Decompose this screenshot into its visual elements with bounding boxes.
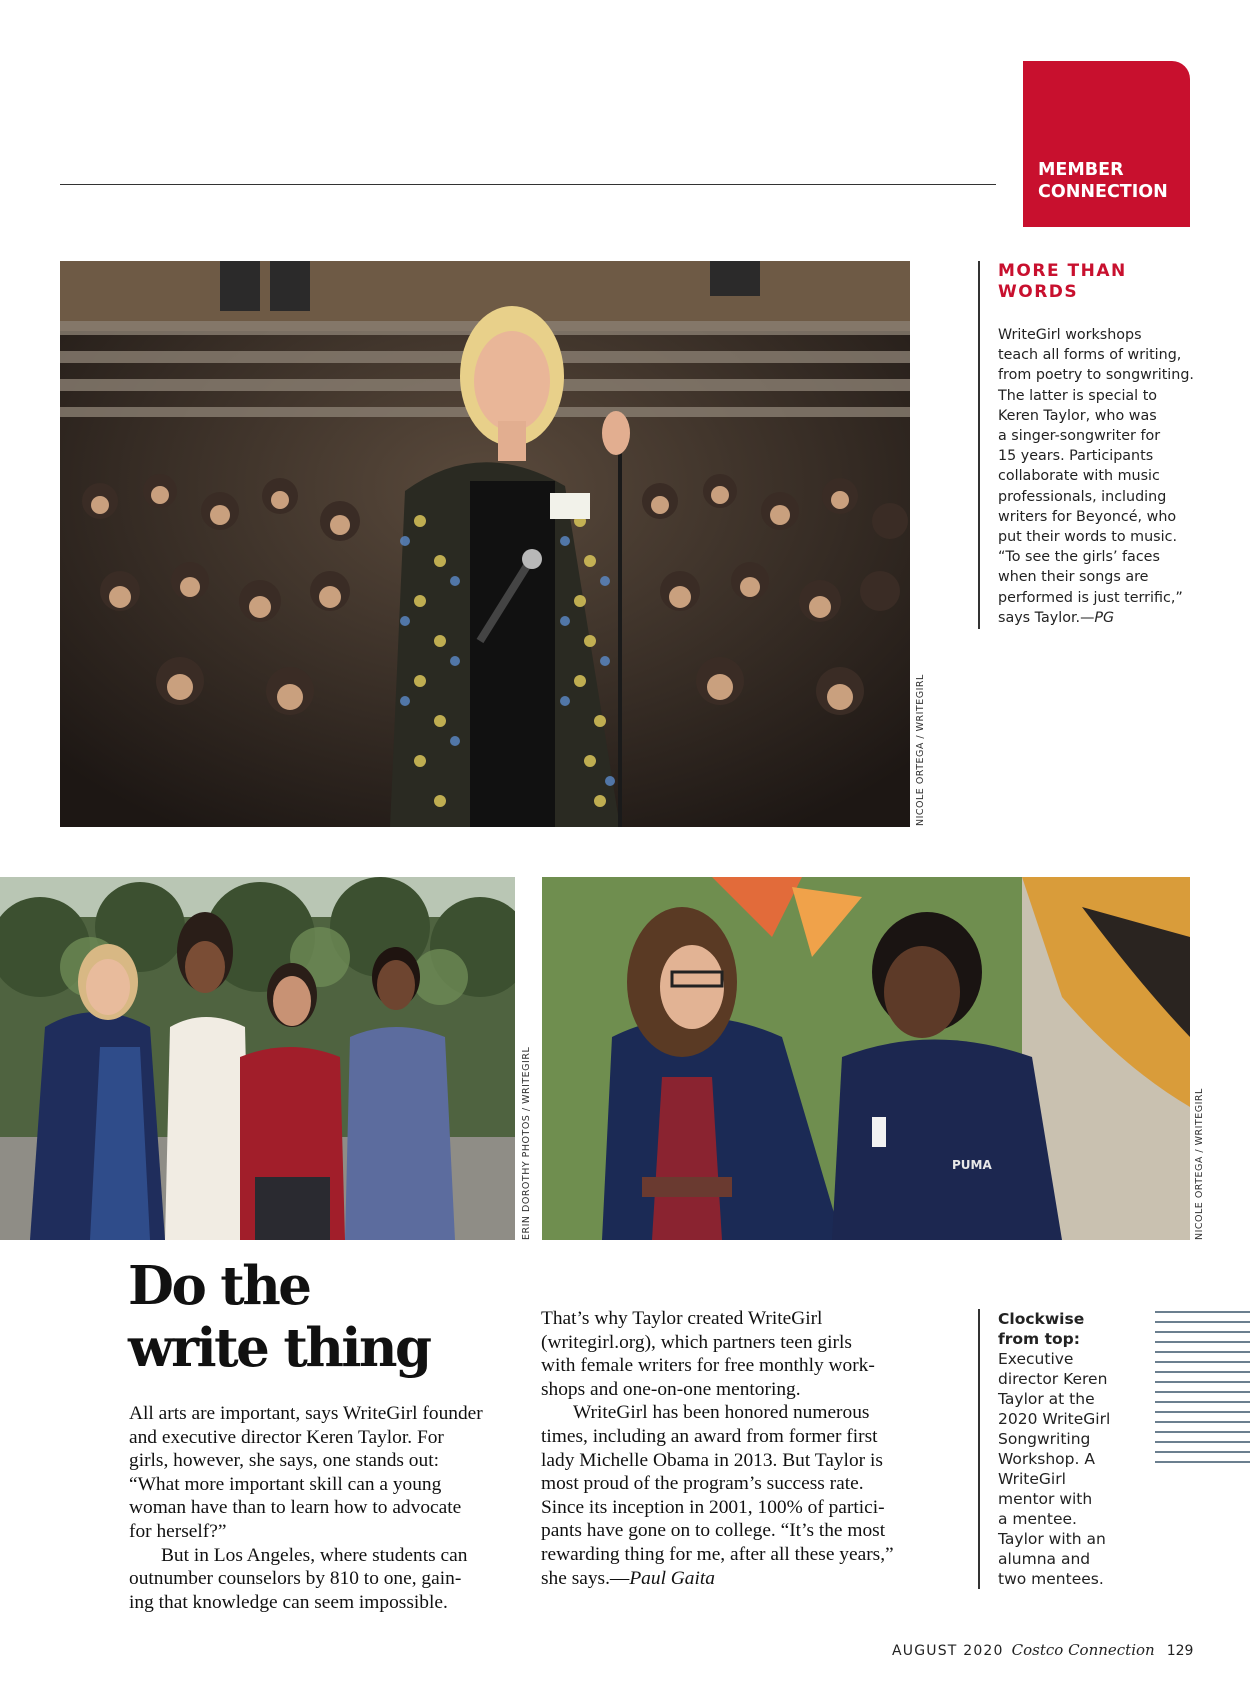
decorative-stripes — [1155, 1311, 1250, 1465]
body-last-line: she says.— — [541, 1567, 630, 1589]
photo-mentor-with-mentee — [542, 877, 1190, 1240]
page-footer — [892, 1640, 1193, 1659]
body-line: and executive director Keren Taylor. For — [129, 1426, 444, 1448]
body-line: outnumber counselors by 810 to one, gain- — [129, 1568, 462, 1590]
caption-line: Executive — [998, 1350, 1074, 1368]
header-rule — [60, 184, 996, 185]
sidebar-line: from poetry to songwriting. — [998, 367, 1194, 384]
caption-line: mentor with — [998, 1490, 1093, 1508]
caption-line: Taylor with an — [998, 1530, 1106, 1548]
section-tab-line: CONNECTION — [1038, 182, 1168, 202]
caption-line: Taylor at the — [998, 1390, 1095, 1408]
sidebar-line: WriteGirl workshops — [998, 327, 1142, 343]
photo-caption — [978, 1309, 1148, 1589]
sidebar-line: “To see the girls’ faces — [998, 549, 1160, 566]
photo-workshop-auditorium — [60, 261, 910, 827]
sidebar-line: performed is just terrific,” — [998, 589, 1183, 606]
section-tab — [1023, 61, 1190, 227]
body-line: That’s why Taylor created WriteGirl — [541, 1308, 823, 1329]
sidebar-title-line: MORE THAN — [998, 261, 1127, 281]
sidebar-line: a singer-songwriter for — [998, 428, 1161, 445]
headline-line: write thing — [128, 1317, 430, 1379]
caption-line: alumna and — [998, 1550, 1091, 1568]
body-line: Since its inception in 2001, 100% of partici- — [541, 1496, 885, 1518]
caption-line: 2020 WriteGirl — [998, 1410, 1111, 1428]
sidebar-line: teach all forms of writing, — [998, 347, 1182, 364]
article-headline — [128, 1255, 430, 1379]
body-line: for herself?” — [129, 1520, 227, 1542]
sidebar-title-line: WORDS — [998, 282, 1079, 302]
caption-line: a mentee. — [998, 1510, 1077, 1528]
caption-line: Songwriting — [998, 1430, 1091, 1448]
photo-credit: NICOLE ORTEGA / WRITEGIRL — [1194, 1088, 1205, 1240]
body-line: rewarding thing for me, after all these years,” — [541, 1543, 894, 1565]
caption-line: Workshop. A — [998, 1450, 1095, 1468]
photo-credit: ERIN DOROTHY PHOTOS / WRITEGIRL — [521, 1046, 532, 1240]
sidebar-signoff: PG — [1094, 609, 1115, 626]
body-line: lady Michelle Obama in 2013. But Taylor is — [541, 1449, 883, 1471]
sidebar-more-than-words — [978, 261, 1200, 629]
caption-lead-line: Clockwise — [998, 1310, 1085, 1328]
sidebar-line: when their songs are — [998, 569, 1149, 586]
sidebar-line: The latter is special to — [998, 387, 1158, 404]
caption-lead — [998, 1309, 1148, 1329]
sidebar-line: professionals, including — [998, 488, 1167, 505]
sidebar-line: writers for Beyoncé, who — [998, 508, 1177, 525]
body-line: But in Los Angeles, where students can — [161, 1544, 468, 1566]
byline: Paul Gaita — [629, 1567, 715, 1589]
body-line: WriteGirl has been honored numerous — [573, 1402, 870, 1424]
body-line: ing that knowledge can seem impossible. — [129, 1591, 448, 1613]
sidebar-title — [998, 261, 1200, 303]
body-line: woman have than to learn how to advocate — [129, 1497, 462, 1519]
sidebar-line — [998, 608, 1200, 628]
headline-line: Do the — [128, 1255, 310, 1317]
body-line: pants have gone on to college. “It’s the most — [541, 1520, 886, 1542]
page-number: 129 — [1166, 1643, 1194, 1659]
body-line: times, including an award from former first — [541, 1425, 878, 1447]
body-line: girls, however, she says, one stands out: — [129, 1450, 439, 1472]
footer-date: AUGUST 2020 — [892, 1643, 1004, 1659]
section-tab-label — [1038, 159, 1168, 203]
section-tab-line: MEMBER — [1038, 160, 1124, 180]
photo-taylor-with-mentees — [0, 877, 515, 1240]
article-column-1 — [129, 1402, 529, 1614]
sidebar-line: collaborate with music — [998, 468, 1160, 485]
footer-magazine: Costco Connection — [1011, 1641, 1155, 1659]
sidebar-line: 15 years. Participants — [998, 448, 1154, 465]
body-line: “What more important skill can a young — [129, 1473, 442, 1495]
sidebar-last-line: says Taylor.— — [998, 609, 1095, 626]
caption-line: two mentees. — [998, 1570, 1104, 1588]
body-line: with female writers for free monthly work- — [541, 1355, 875, 1377]
sidebar-line: Keren Taylor, who was — [998, 407, 1157, 424]
sidebar-body — [998, 325, 1200, 628]
body-line: All arts are important, says WriteGirl founder — [129, 1403, 483, 1424]
body-line: most proud of the program’s success rate. — [541, 1473, 864, 1495]
caption-lead-line: from top: — [998, 1330, 1080, 1348]
caption-line: director Keren — [998, 1370, 1108, 1388]
body-line — [541, 1567, 941, 1591]
body-line: (writegirl.org), which partners teen girls — [541, 1331, 852, 1353]
mentee-jacket-logo: PUMA — [952, 1158, 992, 1172]
caption-line: WriteGirl — [998, 1470, 1066, 1488]
photo-credit: NICOLE ORTEGA / WRITEGIRL — [915, 674, 926, 826]
article-column-2 — [541, 1307, 941, 1590]
sidebar-line: put their words to music. — [998, 529, 1177, 546]
body-line: shops and one-on-one mentoring. — [541, 1378, 801, 1400]
caption-lead — [998, 1329, 1148, 1349]
